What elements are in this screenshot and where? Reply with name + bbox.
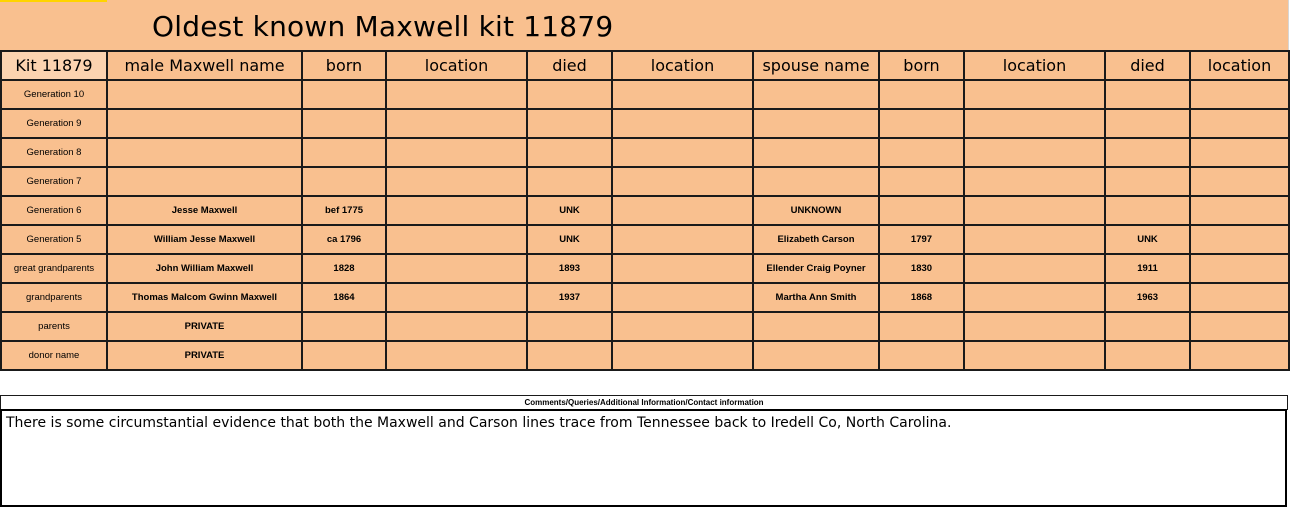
row-label[interactable]: Generation 8 <box>1 138 107 167</box>
spouse-born-location-cell[interactable] <box>964 312 1105 341</box>
died-cell[interactable]: UNK <box>527 196 612 225</box>
died-location-cell[interactable] <box>612 312 753 341</box>
male-name-cell[interactable] <box>107 80 302 109</box>
spouse-name-cell[interactable] <box>753 341 879 370</box>
died-location-cell[interactable] <box>612 225 753 254</box>
table-row <box>1 138 1289 167</box>
died-location-cell[interactable] <box>612 167 753 196</box>
row-label[interactable]: donor name <box>1 341 107 370</box>
died-cell[interactable]: 1937 <box>527 283 612 312</box>
spouse-born-location-cell[interactable] <box>964 196 1105 225</box>
row-label[interactable]: Generation 9 <box>1 109 107 138</box>
died-cell[interactable] <box>527 109 612 138</box>
row-label[interactable]: parents <box>1 312 107 341</box>
header-spouse-name[interactable]: spouse name <box>753 51 879 80</box>
spouse-died-location-cell[interactable] <box>1190 283 1289 312</box>
born-cell[interactable]: bef 1775 <box>302 196 386 225</box>
died-cell[interactable] <box>527 138 612 167</box>
born-location-cell[interactable] <box>386 138 527 167</box>
header-died[interactable]: died <box>527 51 612 80</box>
male-name-cell[interactable]: William Jesse Maxwell <box>107 225 302 254</box>
died-cell[interactable] <box>527 312 612 341</box>
died-cell[interactable] <box>527 167 612 196</box>
spouse-born-location-cell[interactable] <box>964 341 1105 370</box>
died-location-cell[interactable] <box>612 254 753 283</box>
spouse-name-cell[interactable]: Ellender Craig Poyner <box>753 254 879 283</box>
spouse-born-cell[interactable]: 1868 <box>879 283 964 312</box>
spouse-name-cell[interactable] <box>753 312 879 341</box>
spouse-born-cell[interactable] <box>879 312 964 341</box>
born-location-cell[interactable] <box>386 167 527 196</box>
spouse-died-location-cell[interactable] <box>1190 225 1289 254</box>
spouse-died-location-cell[interactable] <box>1190 254 1289 283</box>
spouse-name-cell[interactable]: Martha Ann Smith <box>753 283 879 312</box>
spouse-died-cell[interactable] <box>1105 196 1190 225</box>
born-cell[interactable]: ca 1796 <box>302 225 386 254</box>
spouse-born-cell[interactable] <box>879 196 964 225</box>
male-name-cell[interactable]: John William Maxwell <box>107 254 302 283</box>
header-born[interactable]: born <box>302 51 386 80</box>
spouse-name-cell[interactable] <box>753 167 879 196</box>
row-label[interactable]: grandparents <box>1 283 107 312</box>
died-location-cell[interactable] <box>612 80 753 109</box>
spouse-born-location-cell[interactable] <box>964 80 1105 109</box>
spouse-born-cell[interactable] <box>879 138 964 167</box>
spouse-born-location-cell[interactable] <box>964 138 1105 167</box>
header-row <box>1 51 1289 80</box>
row-label[interactable]: Generation 10 <box>1 80 107 109</box>
spouse-name-cell[interactable] <box>753 80 879 109</box>
born-cell[interactable] <box>302 80 386 109</box>
spouse-born-location-cell[interactable] <box>964 225 1105 254</box>
born-location-cell[interactable] <box>386 254 527 283</box>
comments-text: There is some circumstantial evidence that both the Maxwell and Carson lines trace from Tennessee back to Iredell Co, North Carolina. <box>6 415 952 431</box>
born-cell[interactable]: 1828 <box>302 254 386 283</box>
spouse-died-location-cell[interactable] <box>1190 167 1289 196</box>
ancestry-table <box>0 50 1290 371</box>
comments-heading[interactable]: Comments/Queries/Additional Information/Contact information <box>0 395 1288 410</box>
table-row <box>1 225 1289 254</box>
spouse-born-cell[interactable] <box>879 109 964 138</box>
male-name-cell[interactable] <box>107 138 302 167</box>
header-spouse-died[interactable]: died <box>1105 51 1190 80</box>
male-name-cell[interactable]: PRIVATE <box>107 312 302 341</box>
table-row <box>1 312 1289 341</box>
selection-indicator <box>0 0 107 2</box>
header-male-name[interactable]: male Maxwell name <box>107 51 302 80</box>
born-cell[interactable] <box>302 341 386 370</box>
born-location-cell[interactable] <box>386 196 527 225</box>
spouse-name-cell[interactable] <box>753 138 879 167</box>
spouse-died-cell[interactable] <box>1105 109 1190 138</box>
born-cell[interactable] <box>302 312 386 341</box>
table-row <box>1 196 1289 225</box>
born-location-cell[interactable] <box>386 80 527 109</box>
male-name-cell[interactable] <box>107 109 302 138</box>
table-row <box>1 254 1289 283</box>
male-name-cell[interactable]: Thomas Malcom Gwinn Maxwell <box>107 283 302 312</box>
born-cell[interactable] <box>302 138 386 167</box>
spouse-died-location-cell[interactable] <box>1190 109 1289 138</box>
spouse-died-location-cell[interactable] <box>1190 312 1289 341</box>
spouse-born-cell[interactable]: 1830 <box>879 254 964 283</box>
died-cell[interactable] <box>527 341 612 370</box>
died-location-cell[interactable] <box>612 341 753 370</box>
spouse-born-location-cell[interactable] <box>964 283 1105 312</box>
spouse-died-cell[interactable]: 1963 <box>1105 283 1190 312</box>
spouse-name-cell[interactable]: UNKNOWN <box>753 196 879 225</box>
born-location-cell[interactable] <box>386 341 527 370</box>
table-row <box>1 341 1289 370</box>
born-cell[interactable] <box>302 109 386 138</box>
spouse-died-cell[interactable] <box>1105 312 1190 341</box>
born-location-cell[interactable] <box>386 283 527 312</box>
spouse-died-cell[interactable] <box>1105 341 1190 370</box>
spouse-born-cell[interactable]: 1797 <box>879 225 964 254</box>
spouse-died-cell[interactable] <box>1105 80 1190 109</box>
born-location-cell[interactable] <box>386 225 527 254</box>
died-location-cell[interactable] <box>612 196 753 225</box>
row-label[interactable]: great grandparents <box>1 254 107 283</box>
header-kit[interactable]: Kit 11879 <box>1 51 107 80</box>
sheet-title[interactable]: Oldest known Maxwell kit 11879 <box>152 10 614 43</box>
male-name-cell[interactable] <box>107 167 302 196</box>
header-spouse-born[interactable]: born <box>879 51 964 80</box>
table-row <box>1 80 1289 109</box>
died-cell[interactable]: 1893 <box>527 254 612 283</box>
died-location-cell[interactable] <box>612 138 753 167</box>
spouse-born-cell[interactable] <box>879 80 964 109</box>
table-row <box>1 167 1289 196</box>
comments-box[interactable] <box>0 409 1287 507</box>
spouse-born-cell[interactable] <box>879 341 964 370</box>
table-row <box>1 283 1289 312</box>
spouse-died-cell[interactable]: 1911 <box>1105 254 1190 283</box>
spouse-died-location-cell[interactable] <box>1190 341 1289 370</box>
header-died-location[interactable]: location <box>612 51 753 80</box>
spouse-born-location-cell[interactable] <box>964 254 1105 283</box>
born-location-cell[interactable] <box>386 109 527 138</box>
spouse-name-cell[interactable]: Elizabeth Carson <box>753 225 879 254</box>
row-label[interactable]: Generation 6 <box>1 196 107 225</box>
spouse-name-cell[interactable] <box>753 109 879 138</box>
spouse-died-cell[interactable] <box>1105 138 1190 167</box>
died-location-cell[interactable] <box>612 283 753 312</box>
male-name-cell[interactable]: PRIVATE <box>107 341 302 370</box>
row-label[interactable]: Generation 5 <box>1 225 107 254</box>
row-label[interactable]: Generation 7 <box>1 167 107 196</box>
born-location-cell[interactable] <box>386 312 527 341</box>
spouse-died-location-cell[interactable] <box>1190 196 1289 225</box>
table-row <box>1 109 1289 138</box>
spouse-born-location-cell[interactable] <box>964 109 1105 138</box>
header-spouse-born-location[interactable]: location <box>964 51 1105 80</box>
spouse-died-cell[interactable]: UNK <box>1105 225 1190 254</box>
male-name-cell[interactable]: Jesse Maxwell <box>107 196 302 225</box>
born-cell[interactable] <box>302 167 386 196</box>
born-cell[interactable]: 1864 <box>302 283 386 312</box>
header-born-location[interactable]: location <box>386 51 527 80</box>
header-spouse-died-location[interactable]: location <box>1190 51 1289 80</box>
spouse-died-cell[interactable] <box>1105 167 1190 196</box>
died-location-cell[interactable] <box>612 109 753 138</box>
died-cell[interactable] <box>527 80 612 109</box>
spouse-born-location-cell[interactable] <box>964 167 1105 196</box>
spouse-born-cell[interactable] <box>879 167 964 196</box>
spouse-died-location-cell[interactable] <box>1190 80 1289 109</box>
spouse-died-location-cell[interactable] <box>1190 138 1289 167</box>
died-cell[interactable]: UNK <box>527 225 612 254</box>
title-band[interactable] <box>0 0 1289 50</box>
